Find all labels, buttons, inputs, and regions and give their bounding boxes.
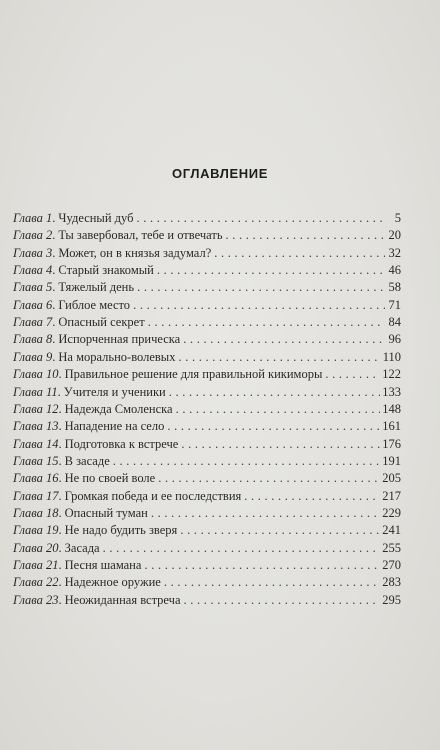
chapter-title: Чудесный дуб xyxy=(58,211,134,225)
chapter-title: Подготовка к встрече xyxy=(64,436,179,451)
chapter-label: Глава 10. xyxy=(13,367,62,382)
dot-leader xyxy=(184,591,381,609)
chapter-number: Глава 6 xyxy=(13,297,53,312)
chapter-label: Глава 12. xyxy=(13,401,62,416)
page-number: 191 xyxy=(382,453,401,468)
chapter-label: Глава 16. xyxy=(13,471,62,486)
chapter-label: Глава 5. xyxy=(13,280,56,295)
chapter-number: Глава 14 xyxy=(13,436,59,451)
chapter-number: Глава 1 xyxy=(13,211,53,225)
chapter-number: Глава 23 xyxy=(13,592,59,607)
dot-leader xyxy=(178,348,380,366)
toc-entry xyxy=(13,435,401,453)
chapter-title: Опасный секрет xyxy=(58,315,145,330)
chapter-label: Глава 8. xyxy=(13,332,56,347)
toc-entry xyxy=(13,573,401,591)
dot-leader xyxy=(157,261,385,279)
chapter-title: Песня шамана xyxy=(64,558,142,572)
chapter-label: Глава 3. xyxy=(13,245,56,260)
page-number: 270 xyxy=(382,558,401,572)
chapter-title: Нападение на село xyxy=(64,419,165,434)
chapter-label: Глава 11. xyxy=(13,384,61,399)
toc-entry xyxy=(13,400,401,418)
chapter-title: Опасный туман xyxy=(64,505,148,520)
chapter-title: Надежда Смоленска xyxy=(64,401,173,416)
dot-leader xyxy=(226,226,385,244)
toc-entry xyxy=(13,330,401,348)
page-number: 110 xyxy=(382,349,401,364)
dot-leader xyxy=(244,487,380,505)
dot-leader xyxy=(158,469,380,487)
dot-leader xyxy=(144,556,380,574)
dot-leader xyxy=(164,573,380,591)
dot-leader xyxy=(181,435,380,453)
chapter-number: Глава 13 xyxy=(13,419,59,434)
chapter-title: Правильное решение для правильной кикиморы xyxy=(64,367,323,382)
chapter-title: Неожиданная встреча xyxy=(64,592,181,607)
page-number: 5 xyxy=(394,211,401,225)
page-number: 205 xyxy=(382,471,401,486)
chapter-label: Глава 1. xyxy=(13,211,56,225)
dot-leader xyxy=(176,400,381,418)
dot-leader xyxy=(103,539,381,557)
page-number: 84 xyxy=(388,315,401,330)
dot-leader xyxy=(214,244,385,262)
toc-entry xyxy=(13,556,401,574)
dot-leader xyxy=(183,330,385,348)
chapter-label: Глава 14. xyxy=(13,436,62,451)
page-number: 229 xyxy=(382,505,401,520)
chapter-number: Глава 19 xyxy=(13,523,59,538)
chapter-number: Глава 17 xyxy=(13,488,59,503)
toc-entry xyxy=(13,539,401,557)
chapter-number: Глава 18 xyxy=(13,505,59,520)
chapter-number: Глава 5 xyxy=(13,280,53,295)
chapter-title: Ты завербовал, тебе и отвечать xyxy=(58,228,223,243)
chapter-label: Глава 9. xyxy=(13,349,56,364)
chapter-title: Может, он в князья задумал? xyxy=(58,245,212,260)
page-number: 122 xyxy=(382,367,401,382)
chapter-label: Глава 4. xyxy=(13,263,56,278)
chapter-label: Глава 7. xyxy=(13,315,56,330)
chapter-label: Глава 17. xyxy=(13,488,62,503)
chapter-title: В засаде xyxy=(64,453,110,468)
toc-entry xyxy=(13,348,401,366)
chapter-number: Глава 3 xyxy=(13,245,53,260)
page-number: 161 xyxy=(382,419,401,434)
page-number: 255 xyxy=(382,540,401,555)
chapter-title: Засада xyxy=(64,540,100,555)
chapter-number: Глава 10 xyxy=(13,367,59,382)
page-number: 241 xyxy=(382,523,401,538)
chapter-number: Глава 21 xyxy=(13,558,59,572)
page-number: 96 xyxy=(388,332,401,347)
chapter-label: Глава 23. xyxy=(13,592,62,607)
chapter-number: Глава 7 xyxy=(13,315,53,330)
dot-leader xyxy=(136,209,385,227)
toc-entry xyxy=(13,244,401,262)
dot-leader xyxy=(169,383,381,401)
toc-entry xyxy=(13,591,401,609)
chapter-title: Испорченная прическа xyxy=(58,332,181,347)
chapter-label: Глава 20. xyxy=(13,540,62,555)
page-number: 148 xyxy=(382,401,401,416)
page-number: 32 xyxy=(388,245,401,260)
page-number: 217 xyxy=(382,488,401,503)
chapter-title: Старый знакомый xyxy=(58,263,154,278)
dot-leader xyxy=(167,417,380,435)
chapter-title: Не надо будить зверя xyxy=(64,523,178,538)
page-number: 46 xyxy=(388,263,401,278)
chapter-label: Глава 19. xyxy=(13,523,62,538)
chapter-number: Глава 16 xyxy=(13,471,59,486)
chapter-title: Гиблое место xyxy=(58,297,131,312)
chapter-label: Глава 22. xyxy=(13,575,62,590)
page-number: 283 xyxy=(382,575,401,590)
chapter-label: Глава 6. xyxy=(13,297,56,312)
chapter-title: Надежное оружие xyxy=(64,575,161,590)
chapter-title: Учителя и ученики xyxy=(63,384,166,399)
toc-entry xyxy=(13,226,401,244)
chapter-number: Глава 22 xyxy=(13,575,59,590)
toc-entry xyxy=(13,383,401,401)
toc-entry xyxy=(13,313,401,331)
chapter-number: Глава 8 xyxy=(13,332,53,347)
chapter-title: На морально-волевых xyxy=(58,349,176,364)
dot-leader xyxy=(113,452,381,470)
toc-entry xyxy=(13,521,401,539)
toc-entry xyxy=(13,504,401,522)
dot-leader xyxy=(151,504,380,522)
chapter-number: Глава 4 xyxy=(13,263,53,278)
dot-leader xyxy=(148,313,385,331)
chapter-number: Глава 2 xyxy=(13,228,53,243)
chapter-number: Глава 20 xyxy=(13,540,59,555)
toc-entry xyxy=(13,487,401,505)
chapter-number: Глава 15 xyxy=(13,453,59,468)
page-number: 176 xyxy=(382,436,401,451)
toc-entry xyxy=(13,469,401,487)
page-number: 295 xyxy=(382,592,401,607)
chapter-number: Глава 11 xyxy=(13,384,58,399)
chapter-label: Глава 13. xyxy=(13,419,62,434)
chapter-title: Громкая победа и ее последствия xyxy=(64,488,242,503)
page-number: 20 xyxy=(388,228,401,243)
toc-entry xyxy=(13,209,401,227)
chapter-title: Тяжелый день xyxy=(58,280,135,295)
chapter-number: Глава 9 xyxy=(13,349,53,364)
page-title: ОГЛАВЛЕНИЕ xyxy=(172,166,268,181)
toc-entry xyxy=(13,278,401,296)
dot-leader xyxy=(325,365,380,383)
dot-leader xyxy=(137,278,385,296)
chapter-label: Глава 18. xyxy=(13,505,62,520)
dot-leader xyxy=(133,296,385,314)
chapter-label: Глава 15. xyxy=(13,453,62,468)
chapter-number: Глава 12 xyxy=(13,401,59,416)
page-number: 133 xyxy=(382,384,401,399)
page-number: 58 xyxy=(388,280,401,295)
dot-leader xyxy=(180,521,380,539)
page-number: 71 xyxy=(388,297,401,312)
toc-entry xyxy=(13,261,401,279)
toc-entry xyxy=(13,417,401,435)
chapter-title: Не по своей воле xyxy=(64,471,156,486)
chapter-label: Глава 2. xyxy=(13,228,56,243)
toc-entry xyxy=(13,365,401,383)
toc-entry xyxy=(13,296,401,314)
chapter-label: Глава 21. xyxy=(13,558,62,572)
toc-entry xyxy=(13,452,401,470)
